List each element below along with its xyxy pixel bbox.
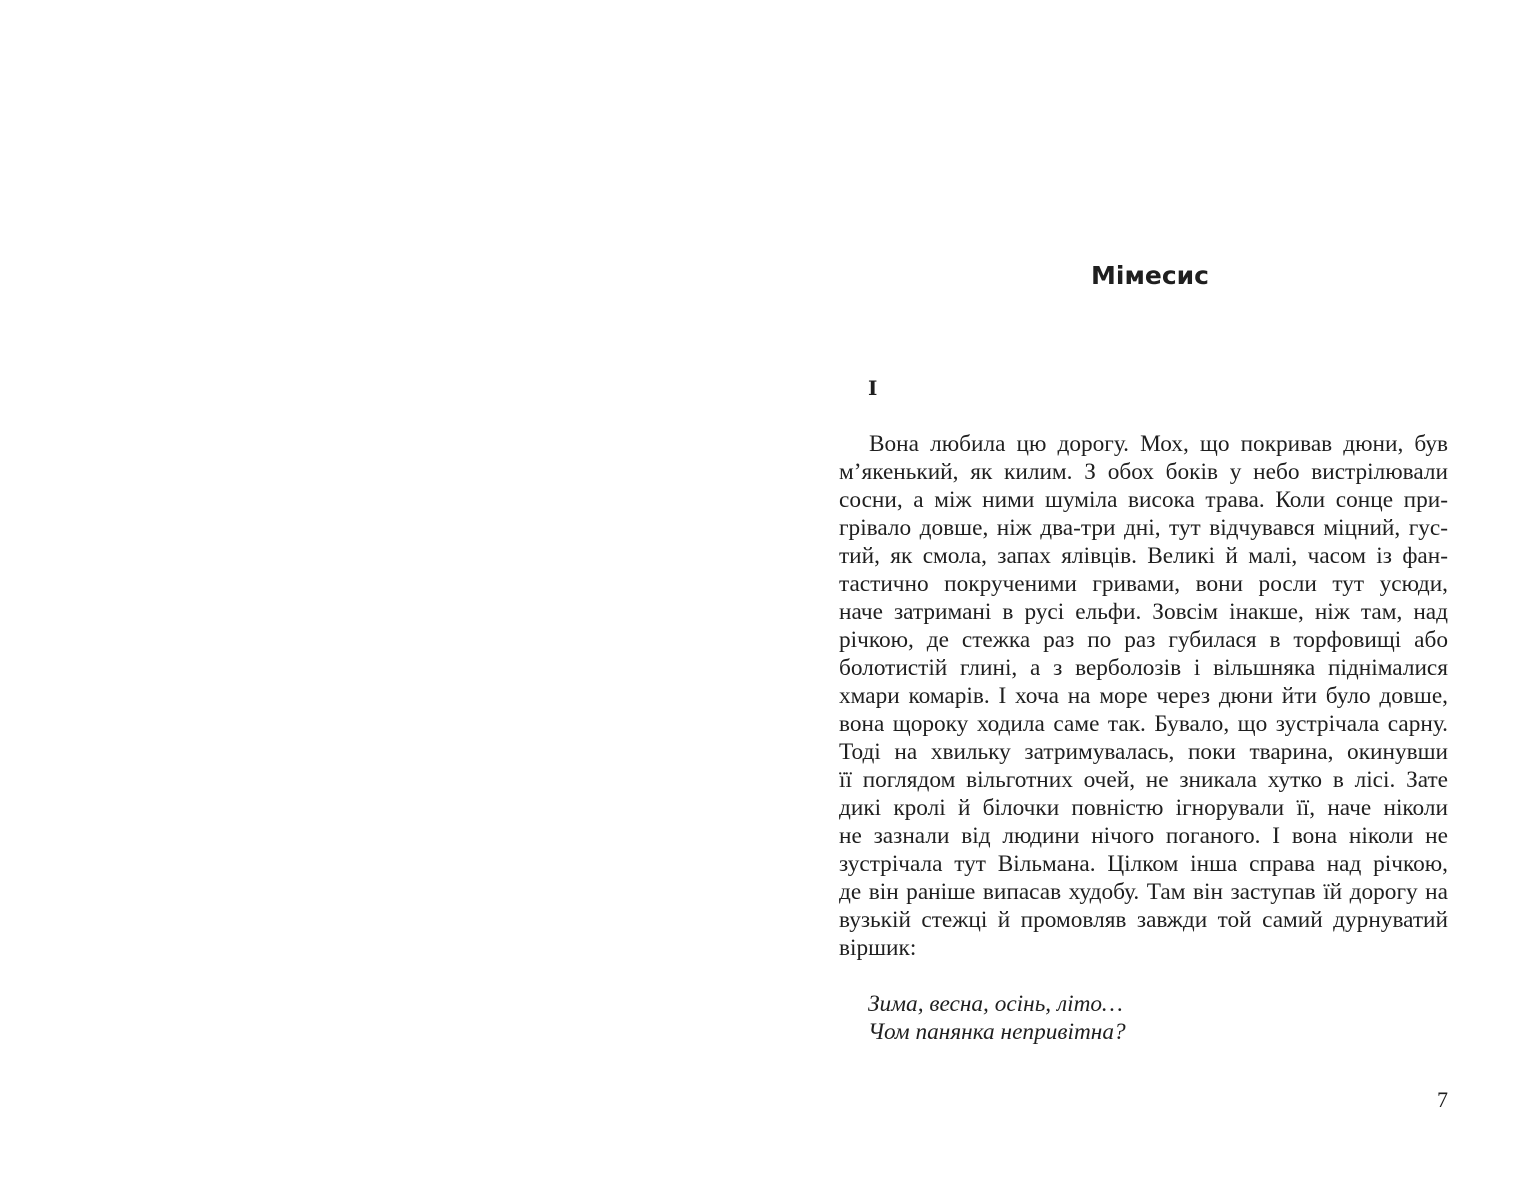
body-line: тий, як смола, запах ялівців. Великі й малі, часом із фан- xyxy=(839,543,1448,569)
body-line: де він раніше випасав худобу. Там він заступав їй дорогу на xyxy=(839,879,1448,905)
body-text xyxy=(839,430,1448,962)
poem-line: Зима, весна, осінь, літо… xyxy=(868,991,1123,1017)
body-line: віршик: xyxy=(839,935,917,961)
body-line: грівало довше, ніж два-три дні, тут відчувався міцний, гус- xyxy=(839,515,1448,541)
poem-line: Чом панянка непривітна? xyxy=(868,1019,1126,1045)
body-line: наче затримані в русі ельфи. Зовсім інакше, ніж там, над xyxy=(839,599,1448,625)
body-line: сосни, а між ними шуміла висока трава. Коли сонце при- xyxy=(839,487,1448,513)
body-line: річкою, де стежка раз по раз губилася в торфовищі або xyxy=(839,627,1448,653)
body-line: її поглядом вільготних очей, не зникала хутко в лісі. Зате xyxy=(839,767,1448,793)
body-line: вона щороку ходила саме так. Бувало, що зустрічала сарну. xyxy=(839,711,1448,737)
body-line: Вона любила цю дорогу. Мох, що покривав дюни, був xyxy=(869,431,1448,457)
body-line: вузькій стежці й промовляв завжди той самий дурнуватий xyxy=(839,907,1448,933)
poem-quote xyxy=(868,990,1368,1046)
page-number: 7 xyxy=(1437,1087,1448,1112)
body-line: дикі кролі й білочки повністю ігнорували її, наче ніколи xyxy=(839,795,1448,821)
chapter-title: Мімесис xyxy=(1091,261,1209,290)
body-line: не зазнали від людини нічого поганого. І вона ніколи не xyxy=(839,823,1448,849)
right-page xyxy=(768,0,1536,1182)
body-line: болотистій глині, а з верболозів і вільшняка піднімалися xyxy=(839,655,1448,681)
body-line: хмари комарів. І хоча на море через дюни йти було довше, xyxy=(839,683,1448,709)
section-number: I xyxy=(868,376,878,400)
body-line: м’якенький, як килим. З обох боків у небо вистрілювали xyxy=(839,459,1448,485)
body-line: Тоді на хвильку затримувалась, поки тварина, окинувши xyxy=(839,739,1448,765)
body-line: зустрічала тут Вільмана. Цілком інша справа над річкою, xyxy=(839,851,1448,877)
body-line: тастично покрученими гривами, вони росли тут усюди, xyxy=(839,571,1448,597)
